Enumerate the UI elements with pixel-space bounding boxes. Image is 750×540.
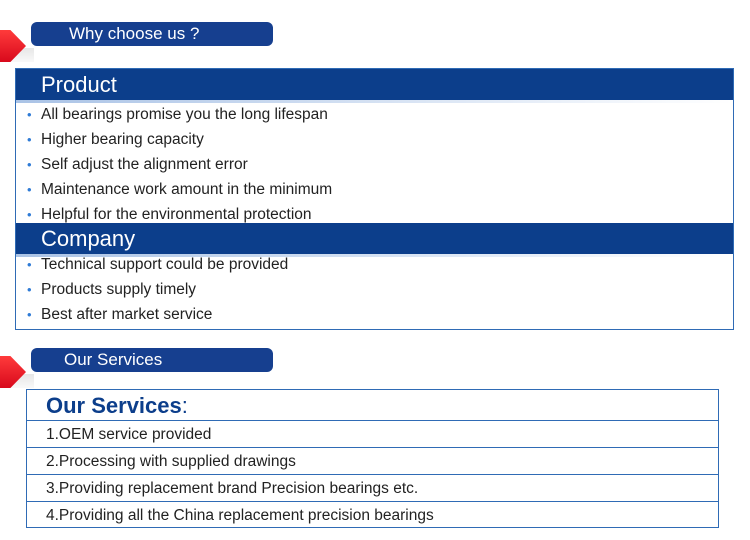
table-row-text: 4.Providing all the China replacement precision bearings	[46, 507, 434, 524]
company-list	[16, 252, 716, 327]
services-title-colon: :	[181, 393, 188, 418]
why-choose-us-panel	[15, 68, 734, 330]
product-list	[16, 102, 716, 227]
bullet-icon: •	[27, 182, 32, 197]
list-item	[16, 277, 716, 302]
list-item	[16, 127, 716, 152]
list-item-text: Higher bearing capacity	[41, 131, 204, 148]
services-title-text: Our Services	[46, 393, 182, 418]
our-services-header	[0, 348, 280, 388]
list-item	[16, 177, 716, 202]
bullet-icon: •	[27, 107, 32, 122]
bullet-icon: •	[27, 282, 32, 297]
table-row-text: 2.Processing with supplied drawings	[46, 453, 296, 470]
list-item	[16, 102, 716, 127]
why-choose-us-title: Why choose us ?	[31, 22, 273, 46]
why-choose-us-header	[0, 22, 280, 62]
our-services-table	[26, 389, 719, 528]
list-item-text: Self adjust the alignment error	[41, 156, 248, 173]
list-item	[16, 152, 716, 177]
list-item-text: Best after market service	[41, 306, 213, 323]
table-row	[27, 502, 718, 529]
product-band	[16, 69, 733, 100]
table-row-text: 1.OEM service provided	[46, 426, 212, 443]
bullet-icon: •	[27, 157, 32, 172]
our-services-header-title: Our Services	[31, 348, 273, 372]
table-row	[27, 475, 718, 502]
list-item-text: Technical support could be provided	[41, 256, 289, 273]
bullet-icon: •	[27, 307, 32, 322]
list-item	[16, 302, 716, 327]
table-row	[27, 448, 718, 475]
list-item	[16, 252, 716, 277]
table-row-text: 3.Providing replacement brand Precision bearings etc.	[46, 480, 419, 497]
company-band	[16, 223, 733, 254]
services-table-title	[27, 390, 718, 421]
list-item-text: Helpful for the environmental protection	[41, 206, 312, 223]
bullet-icon: •	[27, 257, 32, 272]
bullet-icon: •	[27, 207, 32, 222]
bullet-icon: •	[27, 132, 32, 147]
list-item-text: Products supply timely	[41, 281, 197, 298]
company-title: Company	[41, 226, 136, 251]
list-item-text: All bearings promise you the long lifespan	[41, 106, 328, 123]
list-item-text: Maintenance work amount in the minimum	[41, 181, 333, 198]
product-title: Product	[41, 72, 117, 97]
table-row	[27, 421, 718, 448]
